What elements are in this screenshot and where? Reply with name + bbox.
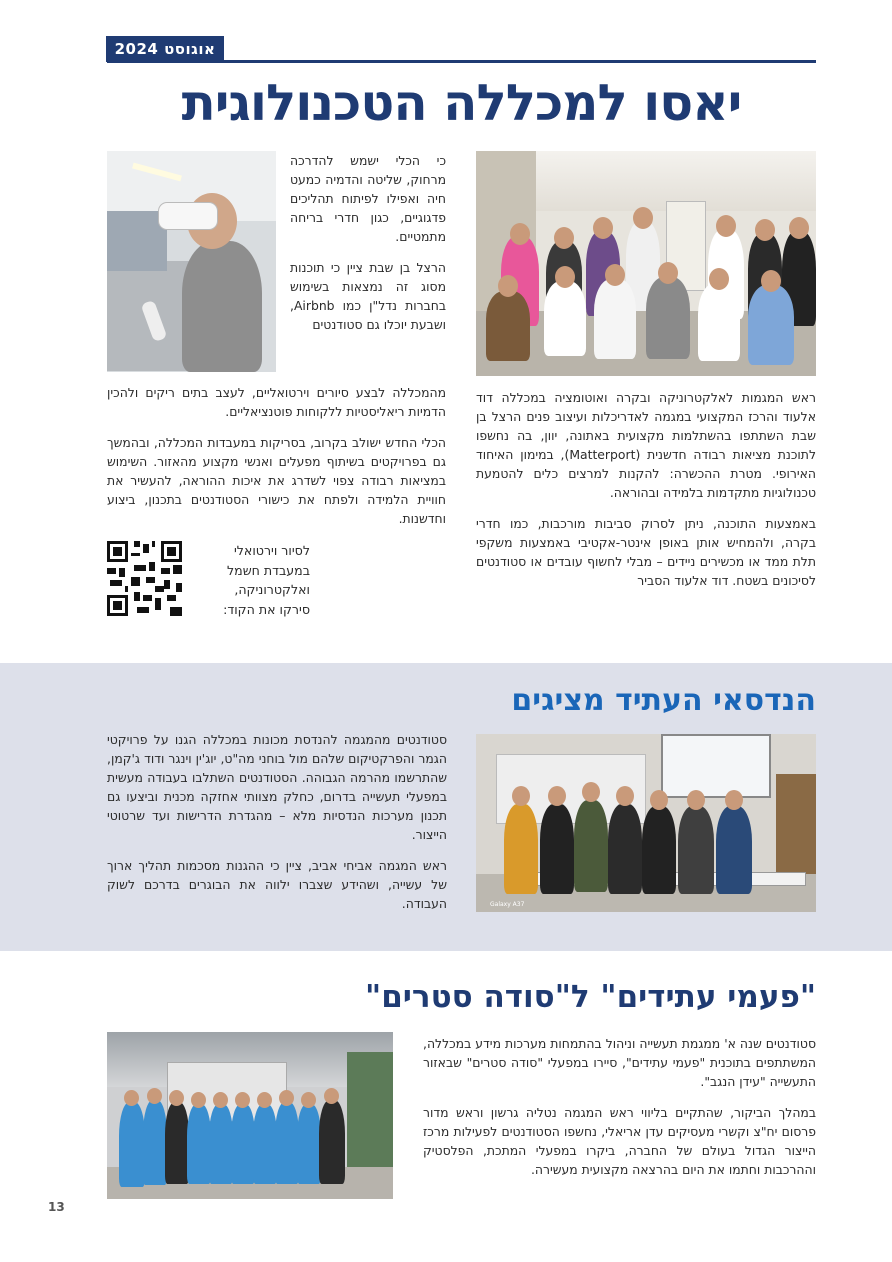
- article2-paragraph: סטודנטים מהמגמה להנדסת מכונות במכללה הגנו על פרויקטי הגמר והפרקטיקום שלהם מול בוחני מה"ט, יוג'ין וינגר ודוד ג'קמן, שהתרשמו מהרמה הגבוהה. הסטודנטים השתלבו בעבודה מעשית במפעלי תעשייה בדרום, כחלק מצוותי אחזקה מכנית וביצעו גם תכנון מערכות הנדסיות מלא – מהגדרת הדרישות ועד שרטוטי הייצור.: [107, 732, 447, 842]
- engineering-students-photo: [476, 734, 816, 912]
- article1-wide-column: [107, 383, 446, 528]
- article2-text: [107, 730, 447, 913]
- vr-headset-photo: [107, 151, 276, 372]
- article3-title: "פעמי עתידים" ל"סודה סטרים": [365, 979, 816, 1015]
- article1-paragraph: הכלי החדש ישולב בקרוב, בסריקות במעבדות המכללה, ובהמשך גם בפרויקטים בשיתוף מפעלים ואנשי מקצוע מהאזור. השימוש במציאות רבודה צפוי לשדרג את איכות ההוראה, להעשיר את חוויית הלמידה ולפתח את כישורי הסטודנטים בתכנון, ביצוע וחדשנות.: [107, 435, 446, 526]
- article2-paragraph: ראש המגמה אביחי אביב, ציין כי ההגנות מסכמות תהליך ארוך של עשייה, ושהידע שצברו ילווה את הבוגרים בדרכם לשוק העבודה.: [107, 858, 447, 911]
- article3-paragraph: סטודנטים שנה א' ממגמת תעשייה וניהול בהתמחות מערכות מידע במכללה, המשתתפים בתוכנית "פעמי עתידים", סיירו במפעלי "סודה סטרים" שבאזור התעשייה "עידן הנגב".: [423, 1036, 816, 1089]
- date-tag: אוגוסט 2024: [106, 36, 224, 62]
- page-title: יאסו למכללה הטכנולוגית: [181, 74, 742, 132]
- article1-paragraph: הרצל בן שבת ציין כי תוכנות מסוג זה נמצאות בשימוש בחברות נדל"ן כמו Airbnb, ושבעת יוכלו גם סטודנטים: [290, 260, 446, 332]
- article1-paragraph: ראש המגמות לאלקטרוניקה ובקרה ואוטומציה במכללה דוד אלעוד והרכז המקצועי במגמה לאדריכלות ועיצוב פנים הרצל בן שבת השתתפו בהשתלמות מקצועית באתונה, יוון, בה נחשפו לתוכנת מציאות רבודה חדשנית (Matterport), במימון האיחוד האירופי. מטרת ההכשרה: להקנות למרצים כלים להטמעת טכנולוגיות מתקדמות בלמידה ובהוראה.: [476, 390, 816, 500]
- page-number: 13: [48, 1200, 65, 1214]
- article1-paragraph: באמצעות התוכנה, ניתן לסרוק סביבות מורכבות, כמו חדרי בקרה, ולהמחיש אותן באופן אינטר-אקטיבי באמצעות משקפי תלת ממד או מכשירים ניידים – מבלי לחשוף עובדים או סטודנטים לסיכונים בשטח. דוד אלעוד הסביר: [476, 516, 816, 588]
- article3-text: [423, 1034, 816, 1179]
- header-rule: [107, 60, 816, 63]
- vr-headset-icon: [159, 203, 217, 229]
- article1-paragraph: מהמכללה לבצע סיורים וירטואליים, לעצב בתים ריקים ולהכין הדמיות ריאליסטיות ללקוחות פוטנציאליים.: [107, 385, 446, 419]
- qr-code-icon[interactable]: [107, 541, 182, 616]
- article1-right-column: [476, 388, 816, 590]
- qr-caption: לסיור וירטואלי במעבדת חשמל ואלקטרוניקה, סירקו את הקוד:: [223, 543, 310, 617]
- article2-title: הנדסאי העתיד מציגים: [511, 683, 816, 718]
- group-photo-athens: [476, 151, 816, 376]
- sodastream-visit-photo: [107, 1032, 393, 1199]
- article1-narrow-column: [290, 151, 446, 334]
- photo-watermark: Galaxy A37: [490, 901, 525, 908]
- article1-paragraph: כי הכלי ישמש להדרכה מרחוק, שליטה והדמיה כמעט חיה ואפילו לפיתוח תהליכים פדגוגיים, כגון חדרי בריחה מתמטיים.: [290, 153, 446, 244]
- article3-paragraph: במהלך הביקור, שהתקיים בליווי ראש המגמה נטליה גרשון וראש מדור פרסום יח"צ וקשרי מעסיקים עדן אריאלי, נחשפו הסטודנטים לפעילות מרכז הייצור הגדול בעולם של החברה, ביקרו במפעלי המתכת, הפלסטיק וההרכבות וחתמו את היום בהרצאה מקצועית מעשירה.: [423, 1105, 816, 1177]
